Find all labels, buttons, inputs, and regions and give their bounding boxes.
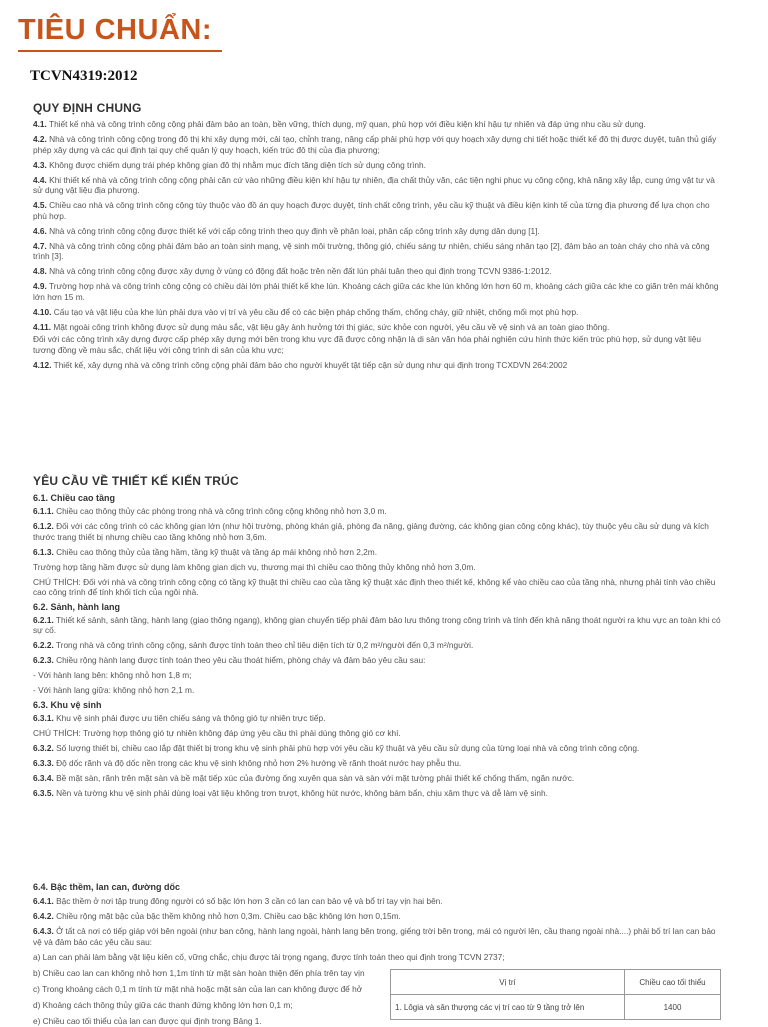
- clause: 4.3. Không được chiếm dụng trái phép không gian đô thị nhằm mục đích tăng diện tích sử dụng công trình.: [33, 159, 426, 170]
- clause: 6.1.1. Chiều cao thông thủy các phòng trong nhà và công trình công cộng không nhỏ hơn 3,0 m.: [33, 506, 387, 516]
- clause: 4.9. Trường hợp nhà và công trình công cộng có chiều dài lớn phải thiết kế khe lún. Khoảng cách giữa các khe lún không lớn hơn 60 m, khoảng cách giữa các khe co giãn trên mái không lớn hơn 15 m.: [33, 281, 719, 302]
- clause: 4.12. Thiết kế, xây dựng nhà và công trình công cộng phải đảm bảo cho người khuyết tật tiếp cận sử dụng như qui định trong TCXDVN 264:2002: [33, 359, 568, 370]
- subsection-heading: 6.3. Khu vệ sinh: [33, 699, 102, 710]
- clause: 6.3.1. Khu vệ sinh phải được ưu tiên chiếu sáng và thông gió tự nhiên trực tiếp.: [33, 712, 326, 723]
- railing-height-table: [390, 969, 721, 1020]
- clause: 4.5. Chiều cao nhà và công trình công cộng tùy thuộc vào đồ án quy hoạch được duyệt, tính chất công trình, yêu cầu kỹ thuật và điều kiện kinh tế của từng địa phương để lựa chọn cho phù hợp.: [33, 200, 710, 221]
- column-header: Vị trí: [391, 970, 625, 995]
- section-heading: YÊU CẦU VỀ THIẾT KẾ KIẾN TRÚC: [33, 474, 239, 488]
- table-row: [391, 995, 721, 1020]
- clause: 4.4. Khi thiết kế nhà và công trình công cộng phải căn cứ vào những điều kiện khí hậu tự nhiên, địa chất thủy văn, các tiện nghi phục vụ công cộng, khả năng xây lắp, cung ứng vật tư và sử dụng vật liệu địa phương.: [33, 174, 715, 195]
- clause: 6.4.2. Chiều rộng mặt bậc của bậc thềm không nhỏ hơn 0,3m. Chiều cao bậc không lớn hơn 0,15m.: [33, 911, 401, 921]
- clause: 4.8. Nhà và công trình công cộng được xây dựng ở vùng có động đất hoặc trên nền đất lún phải tuân theo qui định trong TCVN 9386-1:2012.: [33, 266, 552, 276]
- page-title: TIÊU CHUẨN:: [18, 14, 212, 46]
- list-item: d) Khoảng cách thông thủy giữa các thanh đứng không lớn hơn 0,1 m;: [33, 1000, 293, 1010]
- list-item: c) Trong khoảng cách 0,1 m tính từ mặt nhà hoặc mặt sàn của lan can không được để hở: [33, 984, 363, 994]
- table-cell: 1. Lôgia và sân thượng các vị trí cao từ 9 tầng trở lên: [391, 995, 625, 1020]
- clause: 4.6. Nhà và công trình công cộng được thiết kế với cấp công trình theo quy định về phân loại, phân cấp công trình xây dựng dân dụng [1].: [33, 225, 540, 236]
- clause: 6.1.3. Chiều cao thông thủy của tầng hầm, tầng kỹ thuật và tầng áp mái không nhỏ hơn 2,2m.: [33, 546, 378, 557]
- note: CHÚ THÍCH: Đối với nhà và công trình công cộng có tầng kỹ thuật thì chiều cao của tầng kỹ thuật xác định theo thiết kế, không kể vào chiều cao của tầng nhà, nhưng phải tính vào chiều cao công trình để tính khối tích của ngôi nhà.: [33, 576, 716, 597]
- standard-code: TCVN4319:2012: [30, 68, 138, 84]
- clause: 4.1. Thiết kế nhà và công trình công cộng phải đảm bảo an toàn, bền vững, thích dụng, mỹ quan, phù hợp với điều kiện khí hậu tự nhiên và đáp ứng nhu cầu sử dụng.: [33, 119, 646, 129]
- clause: 6.3.4. Bề mặt sàn, rãnh trên mặt sàn và bề mặt tiếp xúc của đường ống xuyên qua sàn và sàn với mặt tường phải thiết kế chống thấm, ngăn nước.: [33, 772, 575, 783]
- clause: 6.2.3. Chiều rộng hành lang được tính toán theo yêu cầu thoát hiểm, phòng cháy và đảm bảo yêu cầu sau:: [33, 655, 426, 665]
- section-steps-railings: [33, 880, 723, 967]
- subsection-heading: 6.2. Sảnh, hành lang: [33, 601, 121, 612]
- section-architecture: [33, 474, 723, 803]
- list-item: b) Chiều cao lan can không nhỏ hơn 1,1m tính từ mặt sàn hoàn thiện đến phía trên tay vịn: [33, 968, 365, 978]
- clause: 6.3.3. Độ dốc rãnh và độ dốc nền trong các khu vệ sinh không nhỏ hơn 2% hướng về rãnh thoát nước hay phễu thu.: [33, 757, 462, 768]
- list-item: e) Chiều cao tối thiểu của lan can được qui định trong Bảng 1.: [33, 1016, 262, 1026]
- clause: 6.2.1. Thiết kế sảnh, sảnh tầng, hành lang (giao thông ngang), không gian chuyển tiếp phải đảm bảo lưu thông trong công trình và tính đến khả năng thoát người ra khu vực an toàn khi có sự cố.: [33, 614, 721, 635]
- clause: 4.7. Nhà và công trình công cộng phải đảm bảo an toàn sinh mạng, vệ sinh môi trường, thông gió, chiếu sáng tự nhiên, chiếu sáng nhân tạo [2], đảm bảo an toàn cháy cho nhà và công trình [3].: [33, 240, 710, 261]
- clause: 4.2. Nhà và công trình công cộng trong đô thị khi xây dựng mới, cải tạo, chỉnh trang, nâng cấp phải phù hợp với quy hoạch xây dựng chi tiết hoặc thiết kế đô thị được duyệt, tuân thủ giấy phép xây dựng và các qui định tại quy chế quản lý quy hoạch, kiến trúc đô thị của địa phương;: [33, 134, 717, 155]
- clause: - Với hành lang bên: không nhỏ hơn 1,8 m;: [33, 670, 192, 680]
- clause: 6.3.2. Số lượng thiết bị, chiều cao lắp đặt thiết bị trong khu vệ sinh phải phù hợp với yêu cầu kỹ thuật và yêu cầu sử dụng của từng loại nhà và công trình công cộng.: [33, 742, 640, 753]
- clause: - Với hành lang giữa: không nhỏ hơn 2,1 m.: [33, 685, 195, 695]
- table-cell: 1400: [625, 995, 721, 1020]
- list-item: a) Lan can phải làm bằng vật liệu kiên cố, vững chắc, chịu được tải trọng ngang, được tính toán theo qui định trong TCVN 2737;: [33, 951, 505, 962]
- clause: 6.4.3. Ở tất cả nơi có tiếp giáp với bên ngoài (như ban công, hành lang ngoài, hành lang bên trong, giếng trời bên trong, mái có người lên, cầu thang ngoài nhà....) phải bố trí lan can bảo vệ và đảm bảo các yêu cầu sau:: [33, 926, 716, 947]
- clause: Đối với các công trình xây dựng được cấp phép xây dựng mới bên trong khu vực đã được công nhận là di sản văn hóa phải nghiên cứu hình thức kiến trúc phù hợp, sử dụng vật liệu tương đồng về màu sắc, chất liệu với công trình di sản của khu vực;: [33, 334, 702, 355]
- table-header-row: [391, 970, 721, 995]
- clause: 6.4.1. Bậc thềm ở nơi tập trung đông người có số bậc lớn hơn 3 cần có lan can bảo vệ và bổ trí tay vịn hai bên.: [33, 896, 443, 906]
- subsection-heading: 6.4. Bậc thềm, lan can, đường dốc: [33, 882, 180, 892]
- subsection-heading: 6.1. Chiều cao tầng: [33, 493, 116, 503]
- clause: 6.1.2. Đối với các công trình có các không gian lớn (như hội trường, phòng khán giả, phòng đa năng, giảng đường, các không gian công cộng khác), tùy thuộc yêu cầu sử dụng và kích thước trang thiết bị nhưng chiều cao tầng không nhỏ hơn 3,6m.: [33, 521, 709, 542]
- clause: 6.3.5. Nền và tường khu vệ sinh phải dùng loại vật liệu không trơn trượt, không hút nước, không bám bẩn, chịu xâm thực và dễ làm vệ sinh.: [33, 787, 548, 798]
- clause: Trường hợp tầng hầm được sử dụng làm không gian dịch vụ, thương mại thì chiều cao thông thủy không nhỏ hơn 3,0m.: [33, 561, 476, 572]
- column-header: Chiều cao tối thiểu: [625, 970, 721, 995]
- section-heading: QUY ĐỊNH CHUNG: [33, 101, 142, 115]
- clause: 4.10. Cấu tạo và vật liệu của khe lún phải dựa vào vị trí và yêu cầu để có các biện pháp chống thấm, chống cháy, giữ nhiệt, chống mối mọt phù hợp.: [33, 306, 579, 317]
- title-underline: [18, 50, 222, 52]
- clause: 4.11. Mặt ngoài công trình không được sử dụng màu sắc, vật liệu gây ảnh hưởng tới thị giác, sức khỏe con người, yêu cầu về vệ sinh và an toàn giao thông.: [33, 321, 610, 332]
- section-general-rules: [33, 101, 723, 375]
- clause: 6.2.2. Trong nhà và công trình công cộng, sảnh được tính toán theo chỉ tiêu diện tích từ 0,2 m²/người đến 0,3 m²/người.: [33, 640, 474, 650]
- note: CHÚ THÍCH: Trường hợp thông gió tự nhiên không đáp ứng yêu cầu thì phải dùng thông gió cơ khí.: [33, 727, 401, 738]
